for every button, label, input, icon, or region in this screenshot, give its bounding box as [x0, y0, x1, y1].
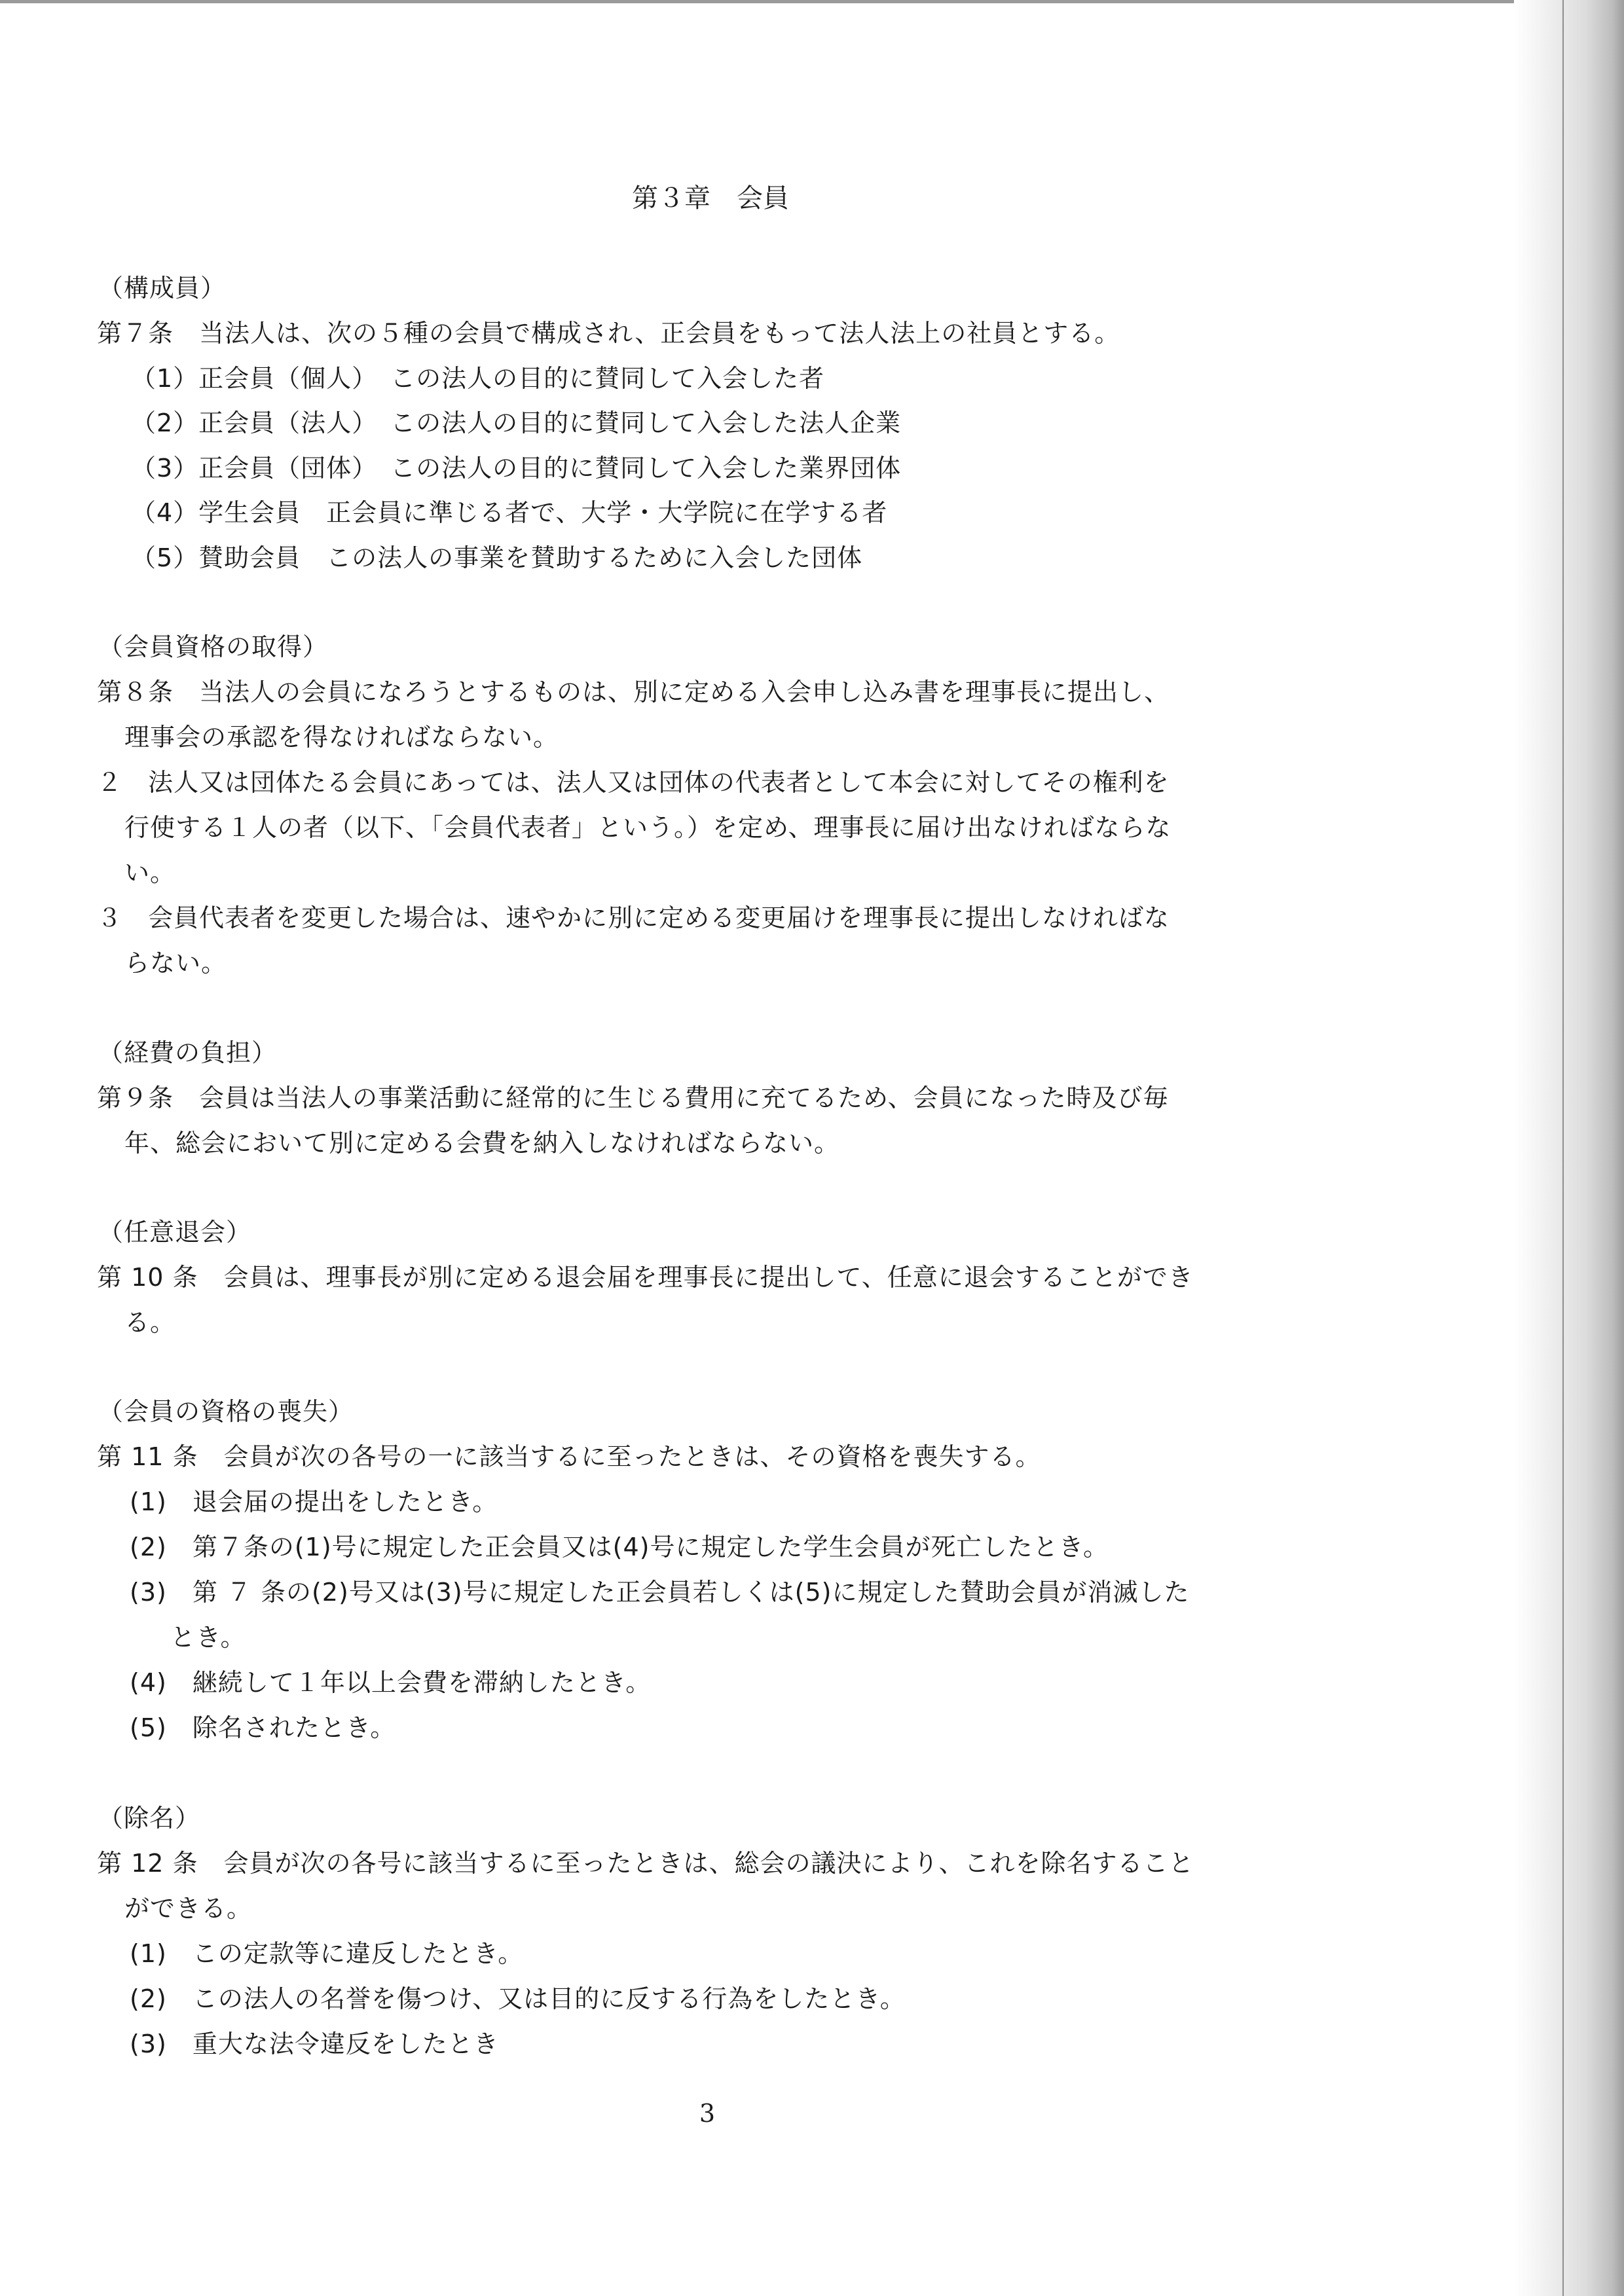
- article-line: 第 10 条 会員は、理事長が別に定める退会届を理事長に提出して、任意に退会することができ: [97, 1263, 1194, 1292]
- article-line: 第７条 当法人は、次の５種の会員で構成され、正会員をもって法人法上の社員とする。: [97, 319, 1120, 348]
- article-line: 理事会の承認を得なければならない。: [124, 723, 559, 752]
- scan-edge-right: [1514, 0, 1624, 2296]
- list-item: (3) 第 ７ 条の(2)号又は(3)号に規定した正会員若しくは(5)に規定した賛助会員が消滅した: [130, 1578, 1190, 1607]
- article-line: らない。: [124, 949, 227, 977]
- article-line: 第８条 当法人の会員になろうとするものは、別に定める入会申し込み書を理事長に提出し、: [97, 678, 1170, 706]
- list-item: (1) この定款等に違反したとき。: [130, 1939, 524, 1968]
- list-item: （2）正会員（法人） この法人の目的に賛同して入会した法人企業: [131, 409, 902, 437]
- article-line: る。: [124, 1308, 176, 1337]
- list-item: (3) 重大な法令違反をしたとき: [130, 2030, 499, 2058]
- list-item: (2) 第７条の(1)号に規定した正会員又は(4)号に規定した学生会員が死亡したとき。: [130, 1533, 1109, 1561]
- article-line: ３ 会員代表者を変更した場合は、速やかに別に定める変更届けを理事長に提出しなければな: [97, 903, 1170, 932]
- section-heading: （会員の資格の喪失）: [98, 1397, 354, 1426]
- section-heading: （除名）: [98, 1804, 201, 1832]
- scan-edge-line: [1562, 0, 1564, 2296]
- list-item: (5) 除名されたとき。: [130, 1713, 396, 1742]
- section-heading: （経費の負担）: [98, 1038, 278, 1067]
- scan-edge-top: [0, 0, 1624, 3]
- article-line: ２ 法人又は団体たる会員にあっては、法人又は団体の代表者として本会に対してその権利を: [97, 768, 1170, 797]
- article-line: 第 11 条 会員が次の各号の一に該当するに至ったときは、その資格を喪失する。: [97, 1442, 1041, 1471]
- section-heading: （会員資格の取得）: [98, 632, 329, 661]
- article-line: 第 12 条 会員が次の各号に該当するに至ったときは、総会の議決により、これを除名すること: [97, 1849, 1194, 1878]
- chapter-title: 第３章 会員: [632, 183, 789, 213]
- list-item: （4）学生会員 正会員に準じる者で、大学・大学院に在学する者: [131, 498, 888, 527]
- list-item: （1）正会員（個人） この法人の目的に賛同して入会した者: [131, 364, 825, 393]
- list-item: (1) 退会届の提出をしたとき。: [130, 1487, 498, 1516]
- list-item: （3）正会員（団体） この法人の目的に賛同して入会した業界団体: [131, 454, 902, 483]
- list-item: (2) この法人の名誉を傷つけ、又は目的に反する行為をしたとき。: [130, 1984, 906, 2013]
- list-item: とき。: [170, 1623, 246, 1652]
- article-line: 第９条 会員は当法人の事業活動に経常的に生じる費用に充てるため、会員になった時及び毎: [97, 1084, 1169, 1112]
- section-heading: （構成員）: [98, 274, 227, 302]
- section-heading: （任意退会）: [98, 1218, 252, 1247]
- list-item: (4) 継続して１年以上会費を滞納したとき。: [130, 1668, 652, 1697]
- page-number: 3: [699, 2099, 716, 2128]
- article-line: ができる。: [124, 1894, 253, 1923]
- article-line: 年、総会において別に定める会費を納入しなければならない。: [124, 1129, 840, 1157]
- article-line: 行使する１人の者（以下、「会員代表者」という。）を定め、理事長に届け出なければならな: [124, 813, 1172, 842]
- article-line: い。: [124, 858, 176, 887]
- list-item: （5）賛助会員 この法人の事業を賛助するために入会した団体: [131, 543, 863, 572]
